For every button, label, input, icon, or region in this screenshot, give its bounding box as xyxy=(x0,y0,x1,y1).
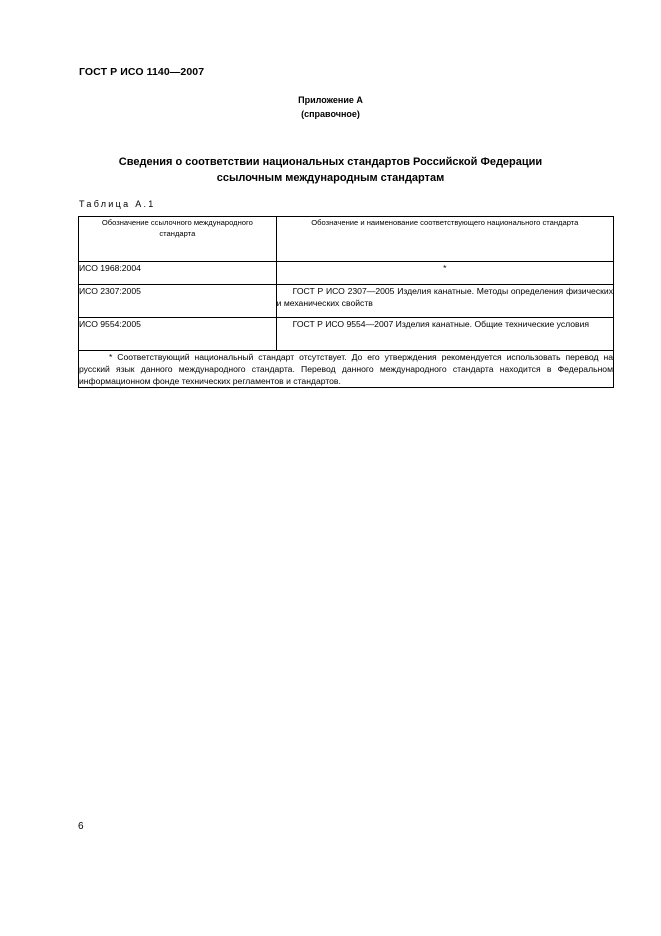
table-footnote xyxy=(79,351,614,388)
reference-table xyxy=(78,216,614,388)
appendix-note: (справочное) xyxy=(301,109,360,119)
document-header: ГОСТ Р ИСО 1140—2007 xyxy=(79,66,205,78)
iso-standard-cell: ИСО 1968:2004 xyxy=(79,262,277,285)
column-header-national-label: Обозначение и наименование соответствующего национального стандарта xyxy=(311,218,579,227)
table-footnote-text: * Соответствующий национальный стандарт отсутствует. До его утверждения рекомендуется использовать перевод на русский язык данного международного стандарта. Перевод данного международного стандарта находится в Федеральном информационном фонде технических регламентов и стандартов. xyxy=(79,352,613,386)
column-header-international-label: Обозначение ссылочного международного стандарта xyxy=(101,218,253,238)
table-row xyxy=(79,262,614,285)
table-row xyxy=(79,318,614,351)
national-standard-text: ГОСТ Р ИСО 9554—2007 Изделия канатные. Общие технические условия xyxy=(292,319,590,329)
iso-standard-cell: ИСО 9554:2005 xyxy=(79,318,277,351)
page-number: 6 xyxy=(78,821,84,832)
section-title-line-2: ссылочным международным стандартам xyxy=(216,172,445,184)
national-standard-text: ГОСТ Р ИСО 2307—2005 Изделия канатные. Методы определения физических и механических свойств xyxy=(276,286,613,308)
table-caption: Таблица А.1 xyxy=(79,199,156,209)
table-row xyxy=(79,285,614,318)
iso-standard-cell: ИСО 2307:2005 xyxy=(79,285,277,318)
national-standard-cell xyxy=(276,318,613,351)
table-header-row xyxy=(79,217,614,262)
appendix-title: Приложение А xyxy=(298,95,363,105)
national-standard-cell: * xyxy=(276,262,613,285)
table-footnote-row xyxy=(79,351,614,388)
section-title-line-1: Сведения о соответствии национальных стандартов Российской Федерации xyxy=(118,156,543,168)
column-header-national xyxy=(276,217,613,262)
column-header-international xyxy=(79,217,277,262)
national-standard-cell xyxy=(276,285,613,318)
